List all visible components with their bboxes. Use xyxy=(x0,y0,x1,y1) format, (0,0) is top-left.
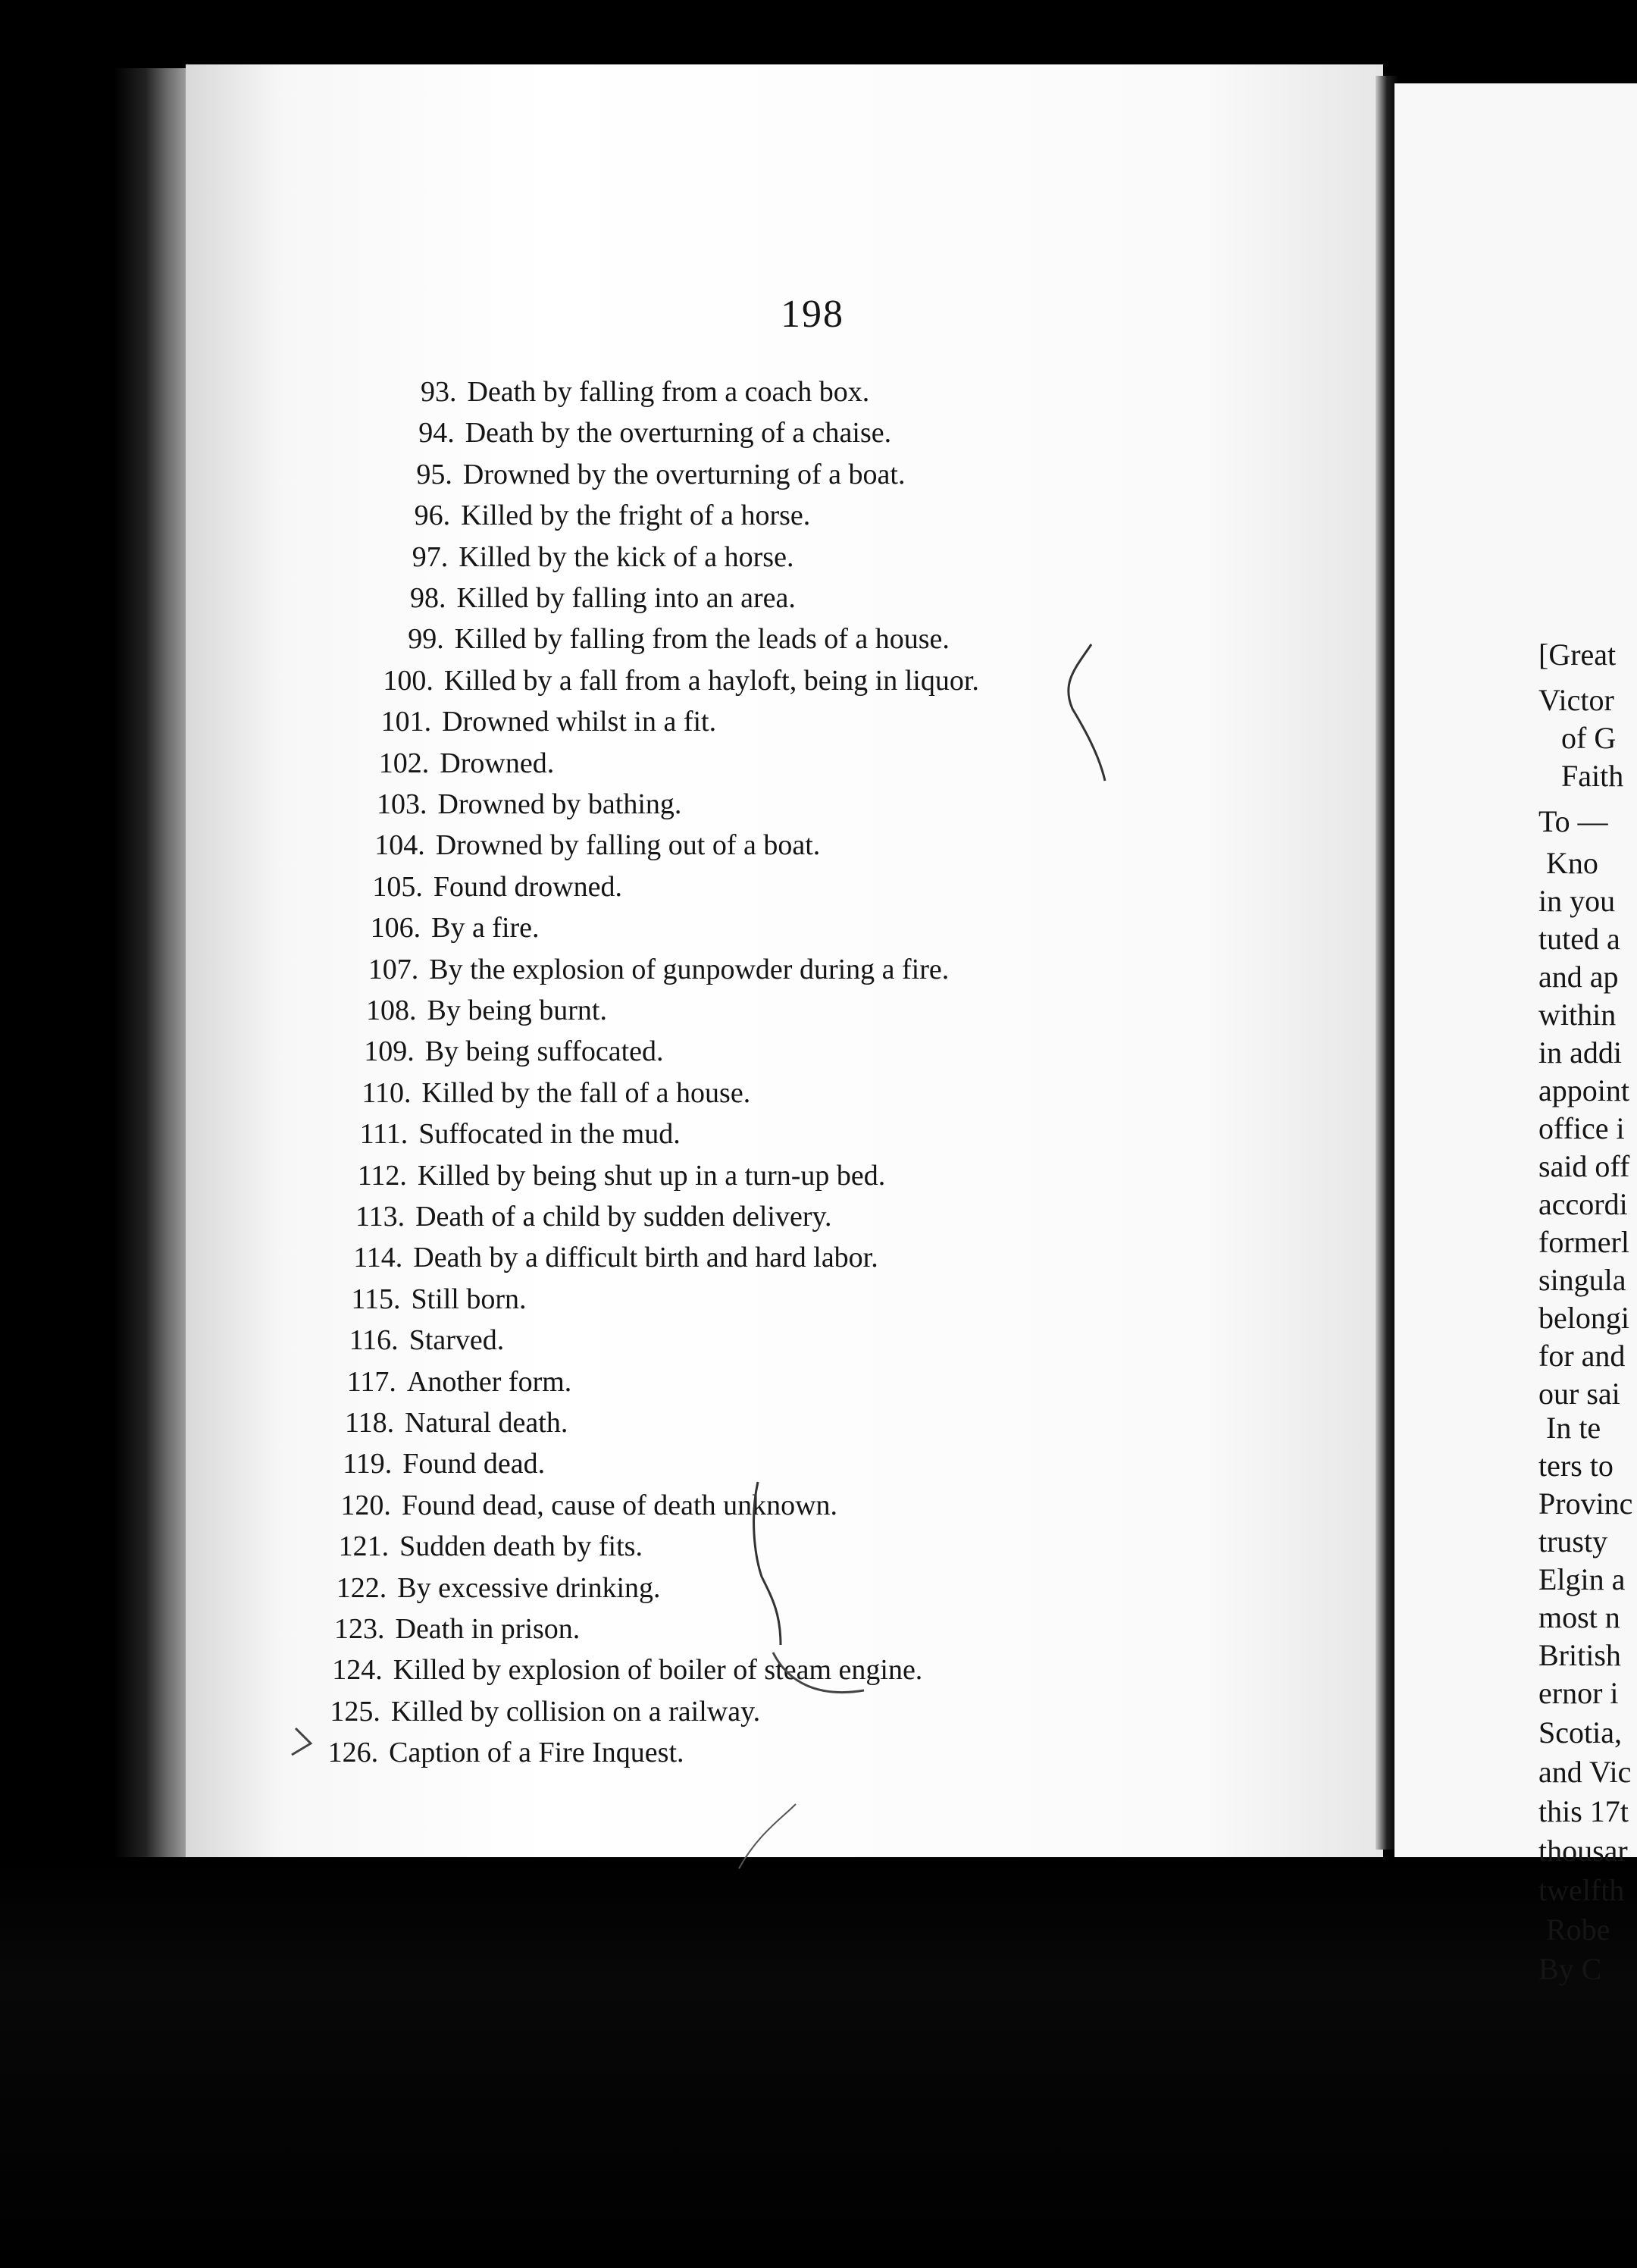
right-page-line: within xyxy=(1538,998,1617,1032)
entry-number: 109. xyxy=(364,1035,415,1068)
right-page-line: In te xyxy=(1546,1411,1601,1445)
entry-text: Death by the overturning of a chaise. xyxy=(465,417,892,450)
right-page-line: belongi xyxy=(1538,1301,1629,1335)
entry-text: Killed by collision on a railway. xyxy=(390,1695,761,1728)
right-page-line: British xyxy=(1538,1638,1621,1672)
entry-number: 93. xyxy=(421,376,457,408)
entry-text: Caption of a Fire Inquest. xyxy=(389,1737,684,1769)
entry-text: Found dead. xyxy=(402,1448,546,1480)
right-page-line: [Great xyxy=(1538,637,1617,672)
entry-number: 125. xyxy=(330,1695,380,1728)
entry-number: 118. xyxy=(345,1407,395,1439)
entry-text: Death of a child by sudden delivery. xyxy=(415,1201,832,1233)
entry-text: Drowned by falling out of a boat. xyxy=(435,829,821,862)
right-page-line: this 17t xyxy=(1538,1794,1629,1828)
entry-text: Drowned by bathing. xyxy=(437,788,682,820)
entry-text: Drowned by the overturning of a boat. xyxy=(462,458,906,490)
entry-text: By being suffocated. xyxy=(424,1035,664,1068)
entry-number: 99. xyxy=(408,623,444,656)
right-page-line: Scotia, xyxy=(1538,1715,1622,1750)
right-page-line: tuted a xyxy=(1538,922,1620,956)
entry-text: By excessive drinking. xyxy=(397,1571,661,1604)
entry-text: By a fire. xyxy=(431,912,540,944)
right-page-line: our sai xyxy=(1538,1377,1620,1411)
right-page-line: Victor xyxy=(1538,683,1614,717)
right-page-line: To — xyxy=(1538,804,1608,838)
entry-number: 96. xyxy=(414,500,451,532)
entry-text: Death in prison. xyxy=(395,1613,581,1645)
entry-text: Another form. xyxy=(406,1365,572,1398)
right-page-line: formerl xyxy=(1538,1225,1629,1259)
right-page-line: thousar xyxy=(1538,1834,1628,1868)
entry-text: By the explosion of gunpowder during a fire. xyxy=(429,953,950,985)
entry-text: Killed by the fright of a horse. xyxy=(461,500,811,532)
entry-text: Killed by falling from the leads of a house. xyxy=(454,623,950,656)
right-page-line: for and xyxy=(1538,1339,1626,1373)
entry-number: 126. xyxy=(327,1737,379,1769)
entry-text: Killed by the kick of a horse. xyxy=(459,540,794,573)
right-page-line: Elgin a xyxy=(1538,1562,1626,1596)
entry-text: Death by a difficult birth and hard labor. xyxy=(413,1242,878,1274)
entry-number: 122. xyxy=(336,1571,387,1604)
entry-number: 103. xyxy=(377,788,427,820)
entry-number: 115. xyxy=(351,1283,401,1315)
right-page-line: twelfth xyxy=(1538,1873,1625,1907)
entry-text: Killed by explosion of boiler of steam engine. xyxy=(393,1654,923,1687)
right-page-line: trusty xyxy=(1538,1524,1608,1558)
right-page-line: Provinc xyxy=(1538,1486,1633,1521)
entry-text: By being burnt. xyxy=(427,995,607,1026)
right-page-line: office i xyxy=(1538,1111,1625,1145)
right-page-line: accordi xyxy=(1538,1187,1628,1221)
entry-text: Killed by falling into an area. xyxy=(456,582,796,614)
entry-number: 104. xyxy=(374,829,425,862)
right-page-line: most n xyxy=(1538,1600,1620,1634)
right-page-line: of G xyxy=(1561,721,1617,755)
right-page-line: and ap xyxy=(1538,960,1619,994)
entry-number: 98. xyxy=(410,582,446,614)
entry-number: 108. xyxy=(366,995,417,1026)
entry-text: Suffocated in the mud. xyxy=(418,1118,681,1151)
entry-number: 106. xyxy=(370,912,421,944)
entry-text: Natural death. xyxy=(405,1407,568,1439)
right-page-line: in addi xyxy=(1538,1035,1622,1070)
right-page-line: Robe xyxy=(1546,1912,1610,1947)
entry-number: 120. xyxy=(340,1489,391,1521)
entry-text: Starved. xyxy=(408,1324,505,1357)
entry-number: 121. xyxy=(338,1530,390,1563)
right-page-line: and Vic xyxy=(1538,1755,1632,1789)
entry-text: Drowned. xyxy=(440,747,555,779)
entry-number: 95. xyxy=(416,458,452,490)
entry-number: 97. xyxy=(412,540,449,573)
right-page-line: By C xyxy=(1538,1952,1602,1986)
entry-text: Sudden death by fits. xyxy=(399,1530,643,1563)
entry-number: 101. xyxy=(380,706,432,738)
entry-text: Drowned whilst in a fit. xyxy=(442,706,717,738)
entry-number: 105. xyxy=(372,870,423,903)
entry-number: 102. xyxy=(378,747,430,779)
page-number: 198 xyxy=(781,293,844,336)
entry-number: 111. xyxy=(359,1118,408,1151)
right-page-line: in you xyxy=(1538,884,1616,918)
right-page-line: ernor i xyxy=(1538,1676,1619,1710)
entry-number: 112. xyxy=(357,1159,407,1192)
entry-text: Found dead, cause of death unknown. xyxy=(401,1489,838,1521)
entry-number: 100. xyxy=(383,664,434,697)
entry-number: 117. xyxy=(346,1365,396,1398)
entry-number: 124. xyxy=(332,1654,383,1687)
entry-text: Still born. xyxy=(411,1283,527,1315)
entry-number: 113. xyxy=(355,1201,405,1233)
entry-text: Killed by being shut up in a turn-up bed. xyxy=(417,1159,886,1192)
entry-number: 110. xyxy=(362,1076,412,1109)
entry-text: Killed by the fall of a house. xyxy=(421,1076,751,1109)
right-page-line: appoint xyxy=(1538,1073,1629,1107)
entry-text: Killed by a fall from a hayloft, being in liquor. xyxy=(443,664,979,697)
right-page-line: singula xyxy=(1538,1263,1626,1297)
entry-text: Death by falling from a coach box. xyxy=(467,376,870,408)
right-page-line: Kno xyxy=(1546,846,1598,880)
entry-number: 107. xyxy=(368,953,419,985)
right-page-line: Faith xyxy=(1561,759,1624,793)
right-page-line: ters to xyxy=(1538,1449,1614,1483)
entry-text: Found drowned. xyxy=(433,870,622,903)
entry-number: 94. xyxy=(418,417,455,450)
entry-number: 114. xyxy=(353,1242,403,1274)
entry-number: 119. xyxy=(343,1448,393,1480)
entry-number: 116. xyxy=(349,1324,399,1357)
right-page-line: said off xyxy=(1538,1149,1630,1183)
entry-number: 123. xyxy=(334,1613,385,1645)
